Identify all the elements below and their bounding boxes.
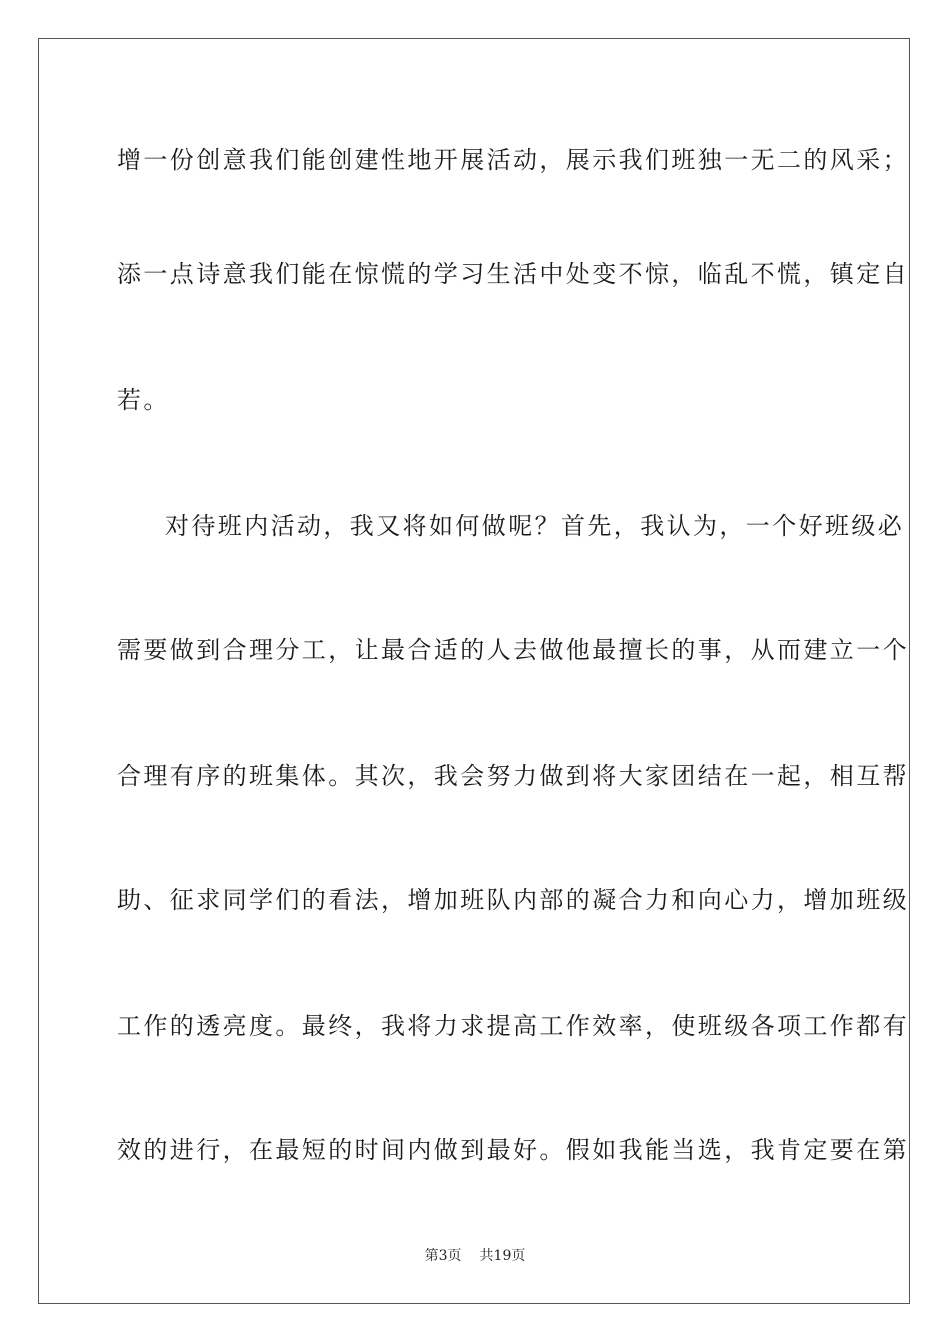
page-total: 共19页 bbox=[479, 1248, 526, 1264]
text-line-1: 增一份创意我们能创建性地开展活动，展示我们班独一无二的风采； bbox=[117, 146, 909, 174]
page-border bbox=[38, 38, 910, 1304]
page-number: 第3页 bbox=[424, 1248, 462, 1264]
text-line-3: 若。 bbox=[117, 386, 170, 414]
text-line-2: 添一点诗意我们能在惊慌的学习生活中处变不惊，临乱不慌，镇定自 bbox=[117, 260, 909, 288]
text-line-7: 助、征求同学们的看法，增加班队内部的凝合力和向心力，增加班级 bbox=[117, 886, 909, 914]
text-line-8: 工作的透亮度。最终，我将力求提高工作效率，使班级各项工作都有 bbox=[117, 1012, 909, 1040]
text-line-6: 合理有序的班集体。其次，我会努力做到将大家团结在一起，相互帮 bbox=[117, 762, 909, 790]
paragraph-start-line: 对待班内活动，我又将如何做呢？首先，我认为，一个好班级必 bbox=[165, 512, 905, 540]
text-line-9: 效的进行，在最短的时间内做到最好。假如我能当选，我肯定要在第 bbox=[117, 1136, 909, 1164]
text-line-5: 需要做到合理分工，让最合适的人去做他最擅长的事，从而建立一个 bbox=[117, 636, 909, 664]
page-footer bbox=[0, 1246, 950, 1266]
